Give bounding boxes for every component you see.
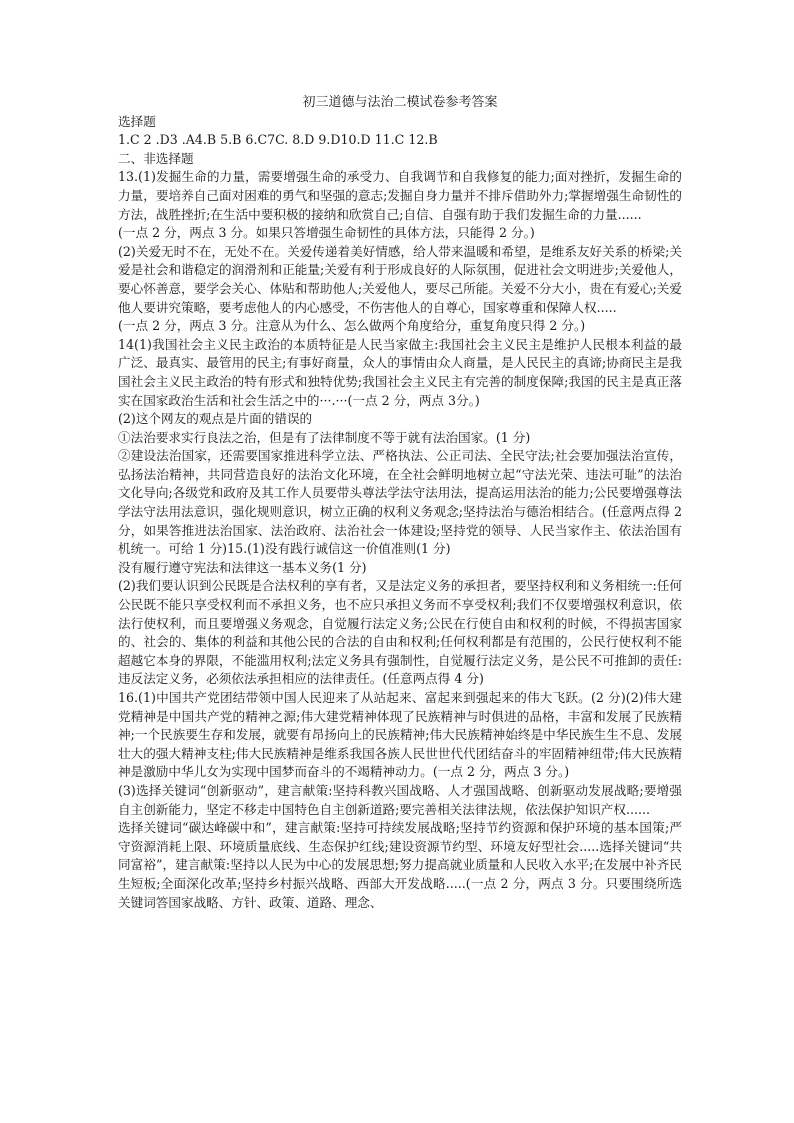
choice-answers: 1.C 2 .D3 .A4.B 5.B 6.C7C. 8.D 9.D10.D 11.C 12.B xyxy=(118,132,438,148)
answer-14-2-point-2: ②建设法治国家，还需要国家推进科学立法、严格执法、公正司法、全民守法;社会要加强法治宣传，弘扬法治精神，共同营造良好的法治文化环境，在全社会鲜明地树立起“守法光荣、违法可耻”的法治文化导向;各级党和政府及其工作人员要带头尊法学法守法用法，提高运用法治的能力;公民要增强尊法学法守法用法意识，强化规则意识，树立正确的权利义务观念;坚持法治与德治相结合。(任意两点得 2 分，如果答推进法治国家、法治政府、法治社会一体建设;坚持党的领导、人民当家作主、依法治国有机统一。可给 1 分)15.(1)没有践行诚信这一价值准则(1 分) xyxy=(118,448,682,557)
scoring-note-13-2: (一点 2 分，两点 3 分。注意从为什么、怎么做两个角度给分，重复角度只得 2 分。) xyxy=(118,318,586,334)
answer-16-3-innovation: (3)选择关键词“创新驱动”，建言献策:坚持科教兴国战略、人才强国战略、创新驱动发展战略;要增强自主创新能力，坚定不移走中国特色自主创新道路;要完善相关法律法规，依法保护知识产权...... xyxy=(118,782,682,817)
scoring-note-13-1: (一点 2 分，两点 3 分。如果只答增强生命韧性的具体方法，只能得 2 分。) xyxy=(118,225,535,241)
answer-15-1-b: 没有履行遵守宪法和法律这一基本义务(1 分) xyxy=(118,559,367,575)
answer-14-2-heading: (2)这个网友的观点是片面的错误的 xyxy=(118,411,313,427)
answer-15-2: (2)我们要认识到公民既是合法权利的享有者，又是法定义务的承担者，要坚持权利和义务相统一:任何公民既不能只享受权利而不承担义务，也不应只承担义务而不享受权利;我们不仅要增强权利意识，依法行使权利，而且要增强义务观念，自觉履行法定义务;公民在行使自由和权利的时候，不得损害国家的、社会的、集体的利益和其他公民的合法的自由和权利;任何权利都是有范围的，公民行使权利不能超越它本身的界限，不能滥用权利;法定义务具有强制性，自觉履行法定义务，是公民不可推卸的责任:违反法定义务，必须依法承担相应的法律责任。(任意两点得 4 分) xyxy=(118,578,682,687)
answer-13-2: (2)关爱无时不在，无处不在。关爱传递着美好情感，给人带来温暖和希望，是维系友好关系的桥梁;关爱是社会和谐稳定的润滑剂和正能量;关爱有利于形成良好的人际氛围，促进社会文明进步;关爱他人，要心怀善意，要学会关心、体贴和帮助他人;关爱他人，要尽己所能。关爱不分大小，贵在有爱心;关爱他人要讲究策略，要考虑他人的内心感受，不伤害他人的自尊心，国家尊重和保障人权..... xyxy=(118,243,682,315)
section-heading-choice: 选择题 xyxy=(118,113,156,129)
document-title: 初三道德与法治二模试卷参考答案 xyxy=(302,95,498,110)
answer-13-1: 13.(1)发掘生命的力量，需要增强生命的承受力、自我调节和自我修复的能力;面对挫折，发掘生命的力量，要培养自己面对困难的勇气和坚强的意志;发掘自身力量并不排斥借助外力;掌握增强生命韧性的方法，战胜挫折;在生活中要积极的接纳和欣赏自己;自信、自强有助于我们发掘生命的力量...... xyxy=(118,169,682,222)
answer-14-1: 14(1)我国社会主义民主政治的本质特征是人民当家做主:我国社会主义民主是维护人民根本利益的最广泛、最真实、最管用的民主;有事好商量，众人的事情由众人商量，是人民民主的真谛;协商民主是我国社会主义民主政治的特有形式和独特优势;我国社会主义民主有完善的制度保障;我国的民主是真正落实在国家政治生活和社会生活之中的···.···(一点 2 分，两点 3分。) xyxy=(118,336,682,408)
answer-document xyxy=(118,94,682,912)
answer-16-3-carbon-prosperity: 选择关键词“碳达峰碳中和”，建言献策:坚持可持续发展战略;坚持节约资源和保护环境的基本国策;严守资源消耗上限、环境质量底线、生态保护红线;建设资源节约型、环境友好型社会.....选择关键词“共同富裕”，建言献策:坚持以人民为中心的发展思想;努力提高就业质量和人民收入水平;在发展中补齐民生短板;全面深化改革;坚持乡村振兴战略、西部大开发战略.....(一点 2 分，两点 3 分。只要围绕所选关键词答国家战略、方针、政策、道路、理念、 xyxy=(118,820,682,910)
answer-16-1-2: 16.(1)中国共产党团结带领中国人民迎来了从站起来、富起来到强起来的伟大飞跃。(2 分)(2)伟大建党精神是中国共产党的精神之源;伟大建党精神体现了民族精神与时俱进的品格，丰富和发展了民族精神;一个民族要生存和发展，就要有昂扬向上的民族精神;伟大民族精神始终是中华民族生生不息、发展壮大的强大精神支柱;伟大民族精神是维系我国各族人民世世代代团结奋斗的牢固精神纽带;伟大民族精神是激励中华儿女为实现中国梦而奋斗的不竭精神动力。(一点 2 分，两点 3 分。) xyxy=(118,690,682,780)
answer-14-2-point-1: ①法治要求实行良法之治，但是有了法律制度不等于就有法治国家。(1 分) xyxy=(118,429,531,445)
section-heading-nonchoice: 二、非选择题 xyxy=(118,150,194,166)
